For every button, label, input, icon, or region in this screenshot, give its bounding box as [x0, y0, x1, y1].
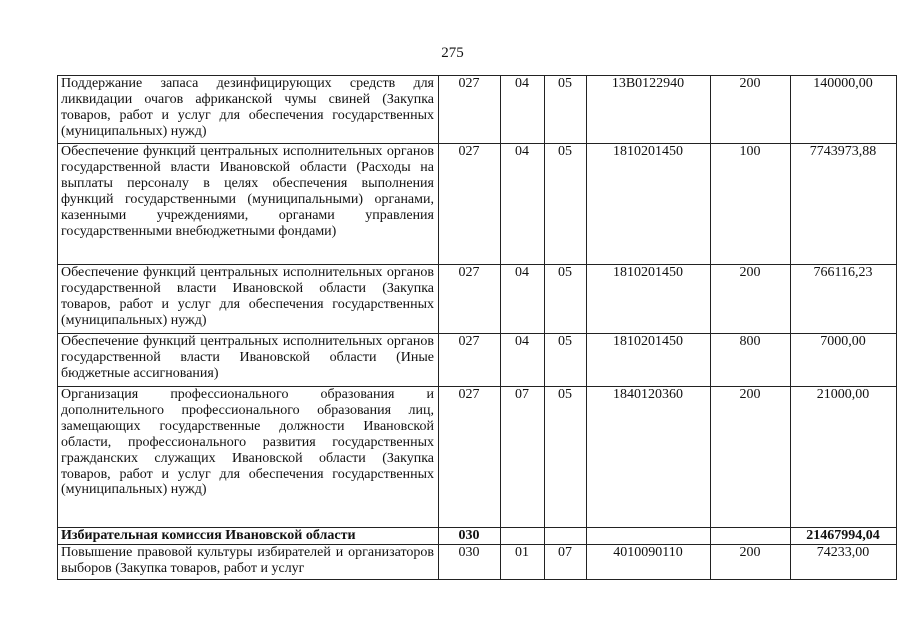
- row-grbs-code: 027: [439, 144, 501, 265]
- row-description: Организация профессионального образования и дополнительного профессионального образования лиц, замещающих государственные должности Ивановской области, профессионального развития государственных гражданских служащих Ивановской области (Закупка товаров, работ и услуг для обеспечения государственных (муниципальных) нужд): [58, 387, 439, 528]
- row-target-article-code: [587, 528, 711, 545]
- row-subsection-code: 05: [545, 265, 587, 334]
- row-target-article-code: 1810201450: [587, 144, 711, 265]
- row-subsection-code: 05: [545, 387, 587, 528]
- row-description: Повышение правовой культуры избирателей и организаторов выборов (Закупка товаров, работ и услуг: [58, 545, 439, 580]
- row-expense-type-code: 200: [711, 545, 791, 580]
- row-amount: 766116,23: [791, 265, 897, 334]
- row-grbs-code: 030: [439, 528, 501, 545]
- table-row: [58, 144, 897, 265]
- table-row: [58, 265, 897, 334]
- row-expense-type-code: 200: [711, 265, 791, 334]
- row-target-article-code: 1810201450: [587, 265, 711, 334]
- row-description: Обеспечение функций центральных исполнительных органов государственной власти Ивановской области (Расходы на выплаты персоналу в целях обеспечения выполнения функций государственными (муниципальными) органами, казенными учреждениями, органами управления государственными внебюджетными фондами): [58, 144, 439, 265]
- row-amount: 74233,00: [791, 545, 897, 580]
- table-row: [58, 387, 897, 528]
- budget-table: [57, 75, 897, 580]
- row-amount: 21467994,04: [791, 528, 897, 545]
- row-amount: 140000,00: [791, 76, 897, 144]
- row-section-code: 04: [501, 76, 545, 144]
- row-grbs-code: 027: [439, 265, 501, 334]
- row-target-article-code: 4010090110: [587, 545, 711, 580]
- row-expense-type-code: 200: [711, 76, 791, 144]
- table-row: [58, 528, 897, 545]
- row-description: Обеспечение функций центральных исполнительных органов государственной власти Ивановской области (Иные бюджетные ассигнования): [58, 334, 439, 387]
- row-section-code: 07: [501, 387, 545, 528]
- row-section-code: 01: [501, 545, 545, 580]
- row-section-code: [501, 528, 545, 545]
- row-section-code: 04: [501, 265, 545, 334]
- row-description: Избирательная комиссия Ивановской области: [58, 528, 439, 545]
- row-grbs-code: 027: [439, 387, 501, 528]
- row-target-article-code: 13В0122940: [587, 76, 711, 144]
- row-grbs-code: 030: [439, 545, 501, 580]
- row-subsection-code: 07: [545, 545, 587, 580]
- row-amount: 7743973,88: [791, 144, 897, 265]
- table-row: [58, 76, 897, 144]
- row-grbs-code: 027: [439, 334, 501, 387]
- row-subsection-code: [545, 528, 587, 545]
- row-amount: 7000,00: [791, 334, 897, 387]
- table-row: [58, 545, 897, 580]
- row-subsection-code: 05: [545, 76, 587, 144]
- page-number: 275: [441, 45, 464, 61]
- row-section-code: 04: [501, 334, 545, 387]
- row-target-article-code: 1840120360: [587, 387, 711, 528]
- row-expense-type-code: [711, 528, 791, 545]
- row-expense-type-code: 100: [711, 144, 791, 265]
- row-subsection-code: 05: [545, 334, 587, 387]
- row-expense-type-code: 800: [711, 334, 791, 387]
- table-row: [58, 334, 897, 387]
- row-description: Обеспечение функций центральных исполнительных органов государственной власти Ивановской области (Закупка товаров, работ и услуг для обеспечения государственных (муниципальных) нужд): [58, 265, 439, 334]
- row-description: Поддержание запаса дезинфицирующих средств для ликвидации очагов африканской чумы свиней (Закупка товаров, работ и услуг для обеспечения государственных (муниципальных) нужд): [58, 76, 439, 144]
- row-grbs-code: 027: [439, 76, 501, 144]
- row-target-article-code: 1810201450: [587, 334, 711, 387]
- row-subsection-code: 05: [545, 144, 587, 265]
- row-amount: 21000,00: [791, 387, 897, 528]
- row-section-code: 04: [501, 144, 545, 265]
- row-expense-type-code: 200: [711, 387, 791, 528]
